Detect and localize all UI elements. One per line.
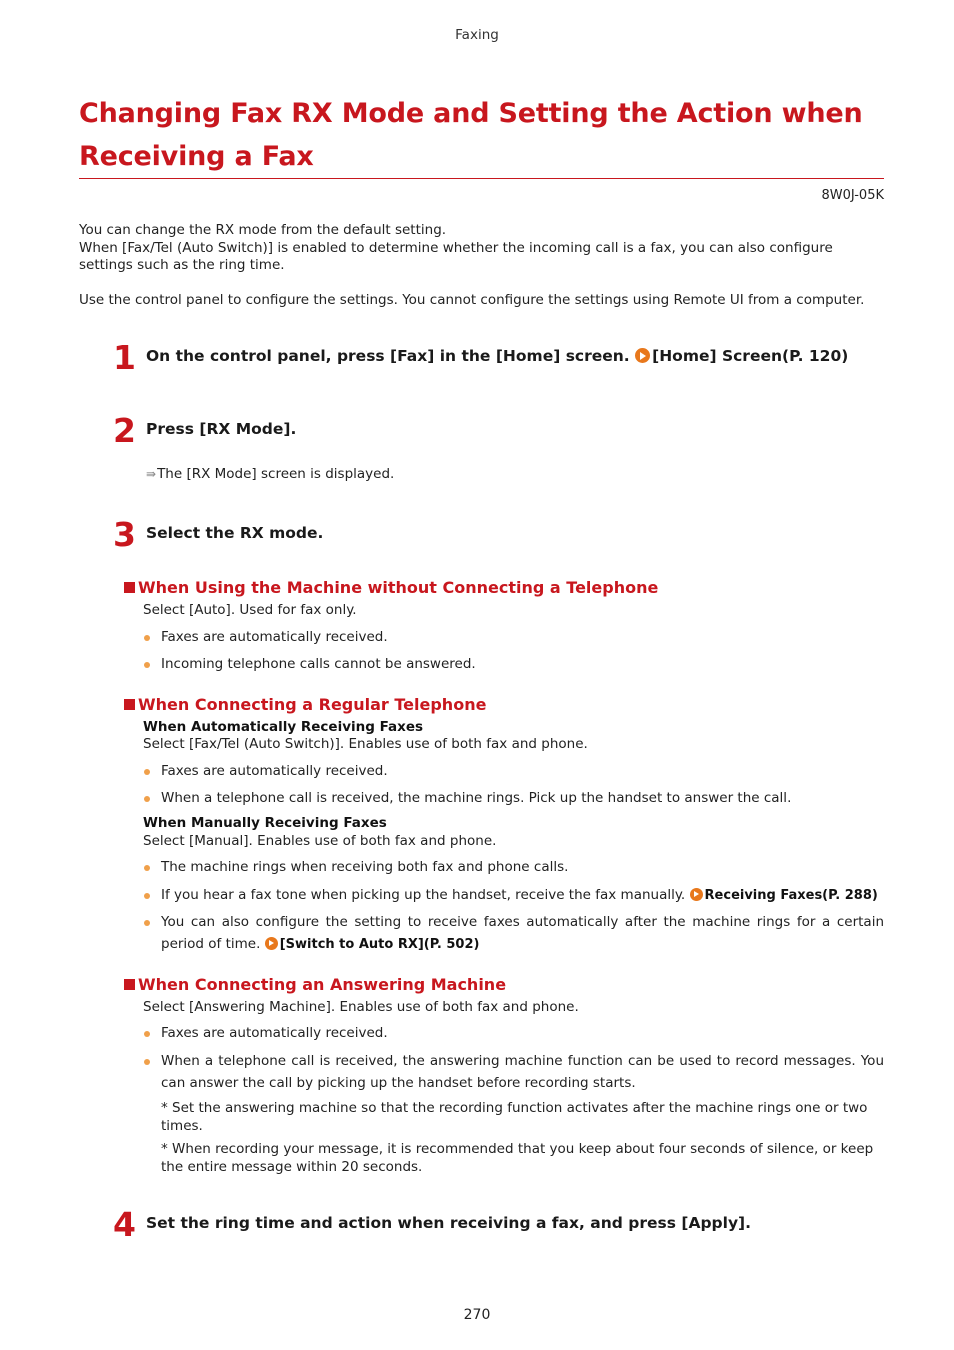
section-square-icon — [124, 979, 135, 990]
section-heading-text: When Connecting an Answering Machine — [138, 975, 507, 994]
step-3-text: Select the RX mode. — [146, 524, 324, 542]
step-2-text: Press [RX Mode]. — [146, 420, 297, 438]
intro-paragraph-1 — [79, 222, 884, 275]
intro-paragraph-2: Use the control panel to configure the settings. You cannot configure the settings using Remote UI from a computer. — [79, 292, 865, 308]
list-item-text: When a telephone call is received, the answering machine function can be used to record messages. You — [161, 1053, 884, 1069]
page-title-line2: Receiving a Fax — [79, 141, 314, 172]
list-item — [143, 1051, 884, 1094]
list-item — [143, 857, 884, 879]
list-item-text: The machine rings when receiving both fax and phone calls. — [161, 859, 569, 875]
page-title — [79, 92, 869, 178]
note-line: * Set the answering machine so that the recording function activates after the machine rings one or two — [161, 1100, 868, 1116]
receiving-faxes-link-label: Receiving Faxes(P. 288) — [704, 888, 878, 903]
switch-to-auto-rx-link-label: [Switch to Auto RX](P. 502) — [279, 936, 480, 952]
list-item — [143, 761, 884, 783]
note-line: * When recording your message, it is recommended that you keep about four seconds of silence, or keep — [161, 1141, 874, 1157]
bullet-dot-icon — [144, 865, 150, 871]
home-screen-link[interactable] — [635, 347, 848, 365]
list-item — [143, 912, 884, 955]
list-item — [143, 654, 884, 676]
result-arrow-icon: ⇛ — [146, 467, 155, 481]
note-line: times. — [161, 1117, 203, 1134]
section-square-icon — [124, 582, 135, 593]
list-item-text: Faxes are automatically received. — [161, 1025, 388, 1041]
intro-line: settings such as the ring time. — [79, 257, 285, 273]
switch-to-auto-rx-link[interactable] — [265, 936, 480, 952]
bullet-dot-icon — [144, 920, 150, 926]
note-line: the entire message within 20 seconds. — [161, 1158, 423, 1175]
no-telephone-description: Select [Auto]. Used for fax only. — [143, 602, 357, 618]
bullet-dot-icon — [144, 796, 150, 802]
bullet-dot-icon — [144, 662, 150, 668]
section-heading-text: When Connecting a Regular Telephone — [138, 695, 487, 714]
note-1 — [161, 1100, 884, 1135]
home-screen-link-label: [Home] Screen(P. 120) — [652, 347, 849, 365]
section-heading-text: When Using the Machine without Connecting a Telephone — [138, 578, 659, 597]
step-number-1: 1 — [113, 338, 136, 377]
list-item — [143, 885, 884, 907]
list-item — [143, 1023, 884, 1045]
receiving-faxes-link[interactable] — [690, 887, 878, 903]
list-item-text: period of time. — [161, 935, 261, 952]
running-header: Faxing — [455, 27, 499, 43]
list-item-text: Incoming telephone calls cannot be answered. — [161, 656, 476, 672]
list-item-text: If you hear a fax tone when picking up the handset, receive the fax manually. — [161, 887, 686, 903]
step-1-instruction: On the control panel, press [Fax] in the [Home] screen. — [146, 347, 630, 365]
intro-line: When [Fax/Tel (Auto Switch)] is enabled to determine whether the incoming call is a fax, you can also configure — [79, 239, 833, 256]
list-item-text: Faxes are automatically received. — [161, 763, 388, 779]
step-2-result — [146, 466, 394, 482]
note-2 — [161, 1141, 884, 1176]
title-divider — [79, 178, 884, 179]
step-2-result-text: The [RX Mode] screen is displayed. — [157, 466, 395, 482]
bullet-dot-icon — [144, 893, 150, 899]
section-heading-regular-telephone — [124, 695, 486, 715]
link-arrow-icon — [690, 888, 703, 901]
step-1-text — [146, 346, 848, 366]
step-number-4: 4 — [113, 1205, 136, 1244]
list-item — [143, 627, 884, 649]
section-heading-answering-machine — [124, 975, 506, 995]
answering-machine-description: Select [Answering Machine]. Enables use of both fax and phone. — [143, 999, 579, 1015]
link-arrow-icon — [265, 937, 278, 950]
bullet-dot-icon — [144, 1031, 150, 1037]
document-id: 8W0J-05K — [821, 188, 884, 203]
list-item-text: When a telephone call is received, the machine rings. Pick up the handset to answer the call. — [161, 790, 792, 806]
list-item-text: can answer the call by picking up the handset before recording starts. — [161, 1074, 636, 1091]
auto-receive-description: Select [Fax/Tel (Auto Switch)]. Enables use of both fax and phone. — [143, 736, 588, 752]
step-4-text: Set the ring time and action when receiving a fax, and press [Apply]. — [146, 1214, 752, 1232]
page-title-line1: Changing Fax RX Mode and Setting the Action when — [79, 98, 863, 129]
manual-receive-heading: When Manually Receiving Faxes — [143, 815, 387, 831]
bullet-dot-icon — [144, 635, 150, 641]
manual-receive-description: Select [Manual]. Enables use of both fax and phone. — [143, 833, 497, 849]
step-number-2: 2 — [113, 411, 136, 450]
list-item-text: Faxes are automatically received. — [161, 629, 388, 645]
page-number: 270 — [463, 1307, 491, 1323]
auto-receive-heading: When Automatically Receiving Faxes — [143, 719, 424, 735]
link-arrow-icon — [635, 348, 650, 363]
bullet-dot-icon — [144, 1059, 150, 1065]
list-item — [143, 788, 884, 810]
intro-line: You can change the RX mode from the default setting. — [79, 222, 447, 238]
section-heading-no-telephone — [124, 578, 658, 598]
list-item-text: You can also configure the setting to receive faxes automatically after the machine rings for a certain — [161, 914, 884, 930]
bullet-dot-icon — [144, 769, 150, 775]
step-number-3: 3 — [113, 515, 136, 554]
section-square-icon — [124, 699, 135, 710]
